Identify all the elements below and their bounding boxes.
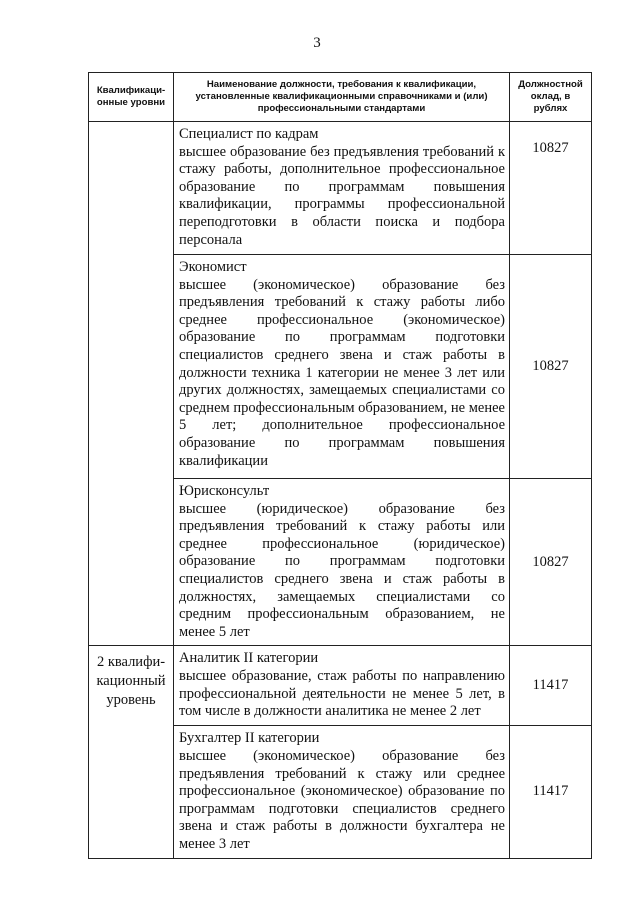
- position-requirements: высшее (юридическое) образование без предъявления требований к стажу работы или среднее профессиональное (юридическое) образование по программам подготовки специалистов среднего звена и стаж работы в должностях, замещаемых специалистами со средним профессиональным образованием, не менее 5 лет: [179, 500, 505, 640]
- position-title: Аналитик II категории: [179, 650, 319, 667]
- table-header-row: [89, 73, 592, 122]
- position-title: Экономист: [179, 259, 247, 275]
- table-row: [89, 646, 592, 726]
- position-requirements: высшее образование, стаж работы по направлению профессиональной деятельности не менее 5 лет, в том числе в должности аналитика не менее 2 лет: [179, 667, 505, 720]
- position-cell: [174, 122, 510, 255]
- position-cell: [174, 255, 510, 479]
- position-cell: [174, 479, 510, 646]
- header-qualification-levels: Квалификаци-онные уровни: [89, 73, 174, 122]
- position-requirements: высшее образование без предъявления требований к стажу работы, дополнительное профессиональное образование по программам повышения квалификации, программы профессиональной переподготовки в области поиска и подбора персонала: [179, 143, 505, 248]
- qualification-table: [88, 72, 592, 859]
- salary-cell: 10827: [510, 255, 592, 479]
- table-row: [89, 122, 592, 255]
- position-requirements: высшее (экономическое) образование без предъявления требований к стажу работы либо среднее профессиональное (экономическое) образование по программам подготовки специалистов среднего звена и стаж работы в должности техника 1 категории не менее 3 лет или других должностях, замещаемых специалистами со среднем профессиональным образованием, не менее 5 лет; дополнительное профессиональное образование по программам повышения квалификации: [179, 276, 505, 469]
- position-title: Бухгалтер II категории: [179, 730, 320, 747]
- position-title: Специалист по кадрам: [179, 126, 319, 142]
- header-position-requirements: Наименование должности, требования к квалификации, установленные квалификационными справочниками и (или) профессиональными стандартами: [174, 73, 510, 122]
- header-salary: Должностной оклад, в рублях: [510, 73, 592, 122]
- salary-cell: 10827: [510, 122, 592, 255]
- position-cell: [174, 646, 510, 726]
- page-number: 3: [313, 35, 321, 51]
- position-requirements: высшее (экономическое) образование без предъявления требований к стажу или среднее профессиональное (экономическое) образование по программам подготовки специалистов среднего звена и стаж работы в должности бухгалтера не менее 3 лет: [179, 747, 505, 852]
- salary-cell: 11417: [510, 726, 592, 858]
- salary-cell: 10827: [510, 479, 592, 646]
- level-cell-2: 2 квалифи-кационный уровень: [89, 646, 174, 858]
- level-cell-1: [89, 122, 174, 646]
- salary-cell: 11417: [510, 646, 592, 726]
- position-cell: [174, 726, 510, 858]
- position-title: Юрисконсульт: [179, 483, 270, 499]
